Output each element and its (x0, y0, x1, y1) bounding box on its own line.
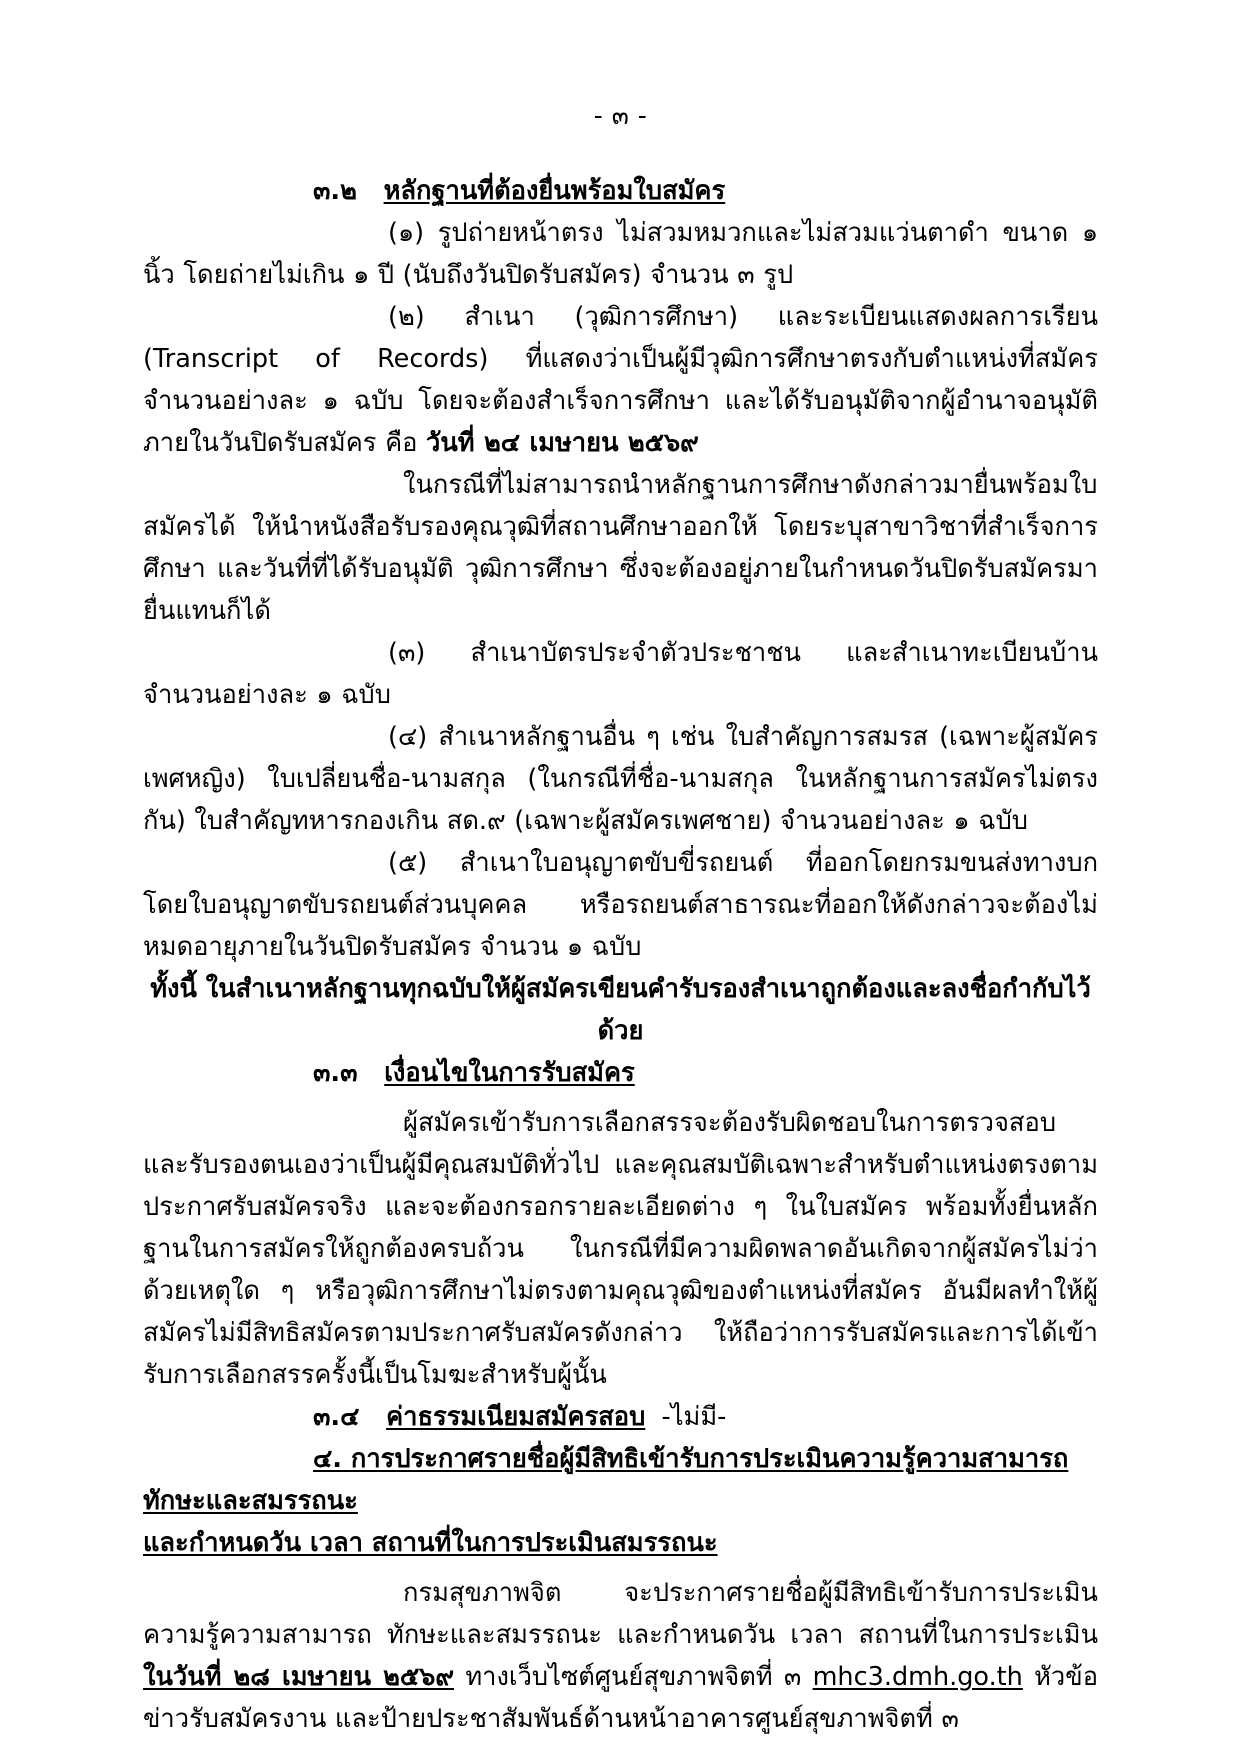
document-body (143, 170, 1098, 1740)
list-marker-5: (๕) (388, 848, 428, 878)
section-body-4 (143, 1572, 1098, 1740)
list-text-4: สำเนาหลักฐานอื่น ๆ เช่น ใบสำคัญการสมรส (เฉพาะผู้สมัครเพศหญิง) ใบเปลี่ยนชื่อ-นามสกุล (ในกรณีที่ชื่อ-นามสกุล ในหลักฐานการสมัครไม่ตรงกัน) ใบสำคัญทหารกองเกิน สด.๙ (เฉพาะผู้สมัครเพศชาย) จำนวนอย่างละ ๑ ฉบับ (143, 722, 1098, 836)
section-title-3-3: เงื่อนไขในการรับสมัคร (384, 1058, 635, 1088)
section-number-3-3: ๓.๓ (313, 1058, 358, 1088)
section-body-4-part1: กรมสุขภาพจิต จะประกาศรายชื่อผู้มีสิทธิเข้ารับการประเมินความรู้ความสามารถ ทักษะและสมรรถนะ และกำหนดวัน เวลา สถานที่ในการประเมิน (143, 1578, 1098, 1650)
section-number-3-4: ๓.๔ (313, 1402, 360, 1432)
section-title-3-4: ค่าธรรมเนียมสมัครสอบ (386, 1402, 646, 1432)
list-marker-4: (๔) (388, 722, 428, 752)
list-item-4 (143, 716, 1098, 842)
list-marker-1: (๑) (388, 218, 425, 248)
section-title-4-line2: และกำหนดวัน เวลา สถานที่ในการประเมินสมรรถนะ (143, 1528, 718, 1558)
section-heading-3-2 (143, 170, 1098, 212)
announcement-date: ในวันที่ ๒๘ เมษายน ๒๕๖๙ (143, 1662, 455, 1692)
section-heading-3-3 (143, 1052, 1098, 1094)
deadline-date-approval: วันที่ ๒๔ เมษายน ๒๕๖๙ (426, 428, 699, 458)
list-text-1: รูปถ่ายหน้าตรง ไม่สวมหมวกและไม่สวมแว่นตาดำ ขนาด ๑ นิ้ว โดยถ่ายไม่เกิน ๑ ปี (นับถึงวันปิดรับสมัคร) จำนวน ๓ รูป (143, 218, 1099, 290)
list-item-2 (143, 296, 1098, 464)
section-value-3-4: -ไม่มี- (661, 1402, 727, 1432)
list-text-3: สำเนาบัตรประจำตัวประชาชน และสำเนาทะเบียนบ้าน จำนวนอย่างละ ๑ ฉบับ (143, 638, 1098, 710)
list-item-3 (143, 632, 1098, 716)
section-heading-3-4 (143, 1396, 1098, 1438)
section-title-4-line1: การประกาศรายชื่อผู้มีสิทธิเข้ารับการประเมินความรู้ความสามารถ ทักษะและสมรรถนะ (143, 1444, 1069, 1516)
list-text-5: สำเนาใบอนุญาตขับขี่รถยนต์ ที่ออกโดยกรมขนส่งทางบก โดยใบอนุญาตขับรถยนต์ส่วนบุคคล หรือรถยนต์สาธารณะที่ออกให้ดังกล่าวจะต้องไม่หมดอายุภายในวันปิดรับสมัคร จำนวน ๑ ฉบับ (143, 848, 1099, 962)
section-title-3-2: หลักฐานที่ต้องยื่นพร้อมใบสมัคร (383, 176, 726, 206)
list-item-2-note (143, 464, 1098, 632)
list-item-1 (143, 212, 1098, 296)
section-number-3-2: ๓.๒ (313, 176, 357, 206)
list-text-2: สำเนา (วุฒิการศึกษา) และระเบียนแสดงผลการเรียน (Transcript of Records) ที่แสดงว่าเป็นผู้มีวุฒิการศึกษาตรงกับตำแหน่งที่สมัคร จำนวนอย่างละ ๑ ฉบับ โดยจะต้องสำเร็จการศึกษา และได้รับอนุมัติจากผู้อำนาจอนุมัติภายในวันปิดรับสมัคร คือ (143, 302, 1099, 458)
list-marker-3: (๓) (388, 638, 426, 668)
page-number: - ๓ - (593, 101, 648, 130)
section-body-4-part2: ทางเว็บไซต์ศูนย์สุขภาพจิตที่ ๓ (454, 1662, 813, 1692)
section-heading-4 (143, 1438, 1098, 1564)
list-item-5 (143, 842, 1098, 968)
section-body-3-3: ผู้สมัครเข้ารับการเลือกสรรจะต้องรับผิดชอบในการตรวจสอบและรับรองตนเองว่าเป็นผู้มีคุณสมบัติทั่วไป และคุณสมบัติเฉพาะสำหรับตำแหน่งตรงตามประกาศรับสมัครจริง และจะต้องกรอกรายละเอียดต่าง ๆ ในใบสมัคร พร้อมทั้งยื่นหลักฐานในการสมัครให้ถูกต้องครบถ้วน ในกรณีที่มีความผิดพลาดอันเกิดจากผู้สมัครไม่ว่าด้วยเหตุใด ๆ หรือวุฒิการศึกษาไม่ตรงตามคุณวุฒิของตำแหน่งที่สมัคร อันมีผลทำให้ผู้สมัครไม่มีสิทธิสมัครตามประกาศรับสมัครดังกล่าว ให้ถือว่าการรับสมัครและการได้เข้ารับการเลือกสรรครั้งนี้เป็นโมฆะสำหรับผู้นั้น (143, 1108, 1098, 1390)
list-text-2-note: ในกรณีที่ไม่สามารถนำหลักฐานการศึกษาดังกล่าวมายื่นพร้อมใบสมัครได้ ให้นำหนังสือรับรองคุณวุฒิที่สถานศึกษาออกให้ โดยระบุสาขาวิชาที่สำเร็จการศึกษา และวันที่ที่ได้รับอนุมัติ วุฒิการศึกษา ซึ่งจะต้องอยู่ภายในกำหนดวันปิดรับสมัครมายื่นแทนก็ได้ (143, 470, 1098, 626)
website-link[interactable]: mhc3.dmh.go.th (812, 1662, 1023, 1692)
section-number-4: ๔. (313, 1444, 342, 1474)
certification-notice: ทั้งนี้ ในสำเนาหลักฐานทุกฉบับให้ผู้สมัครเขียนคำรับรองสำเนาถูกต้องและลงชื่อกำกับไว้ด้วย (150, 974, 1091, 1046)
section-body-4-part3: หัวข้อข่าวรับสมัครงาน และป้ายประชาสัมพันธ์ด้านหน้าอาคารศูนย์สุขภาพจิตที่ ๓ (143, 1662, 1099, 1734)
list-marker-2: (๒) (388, 302, 425, 332)
